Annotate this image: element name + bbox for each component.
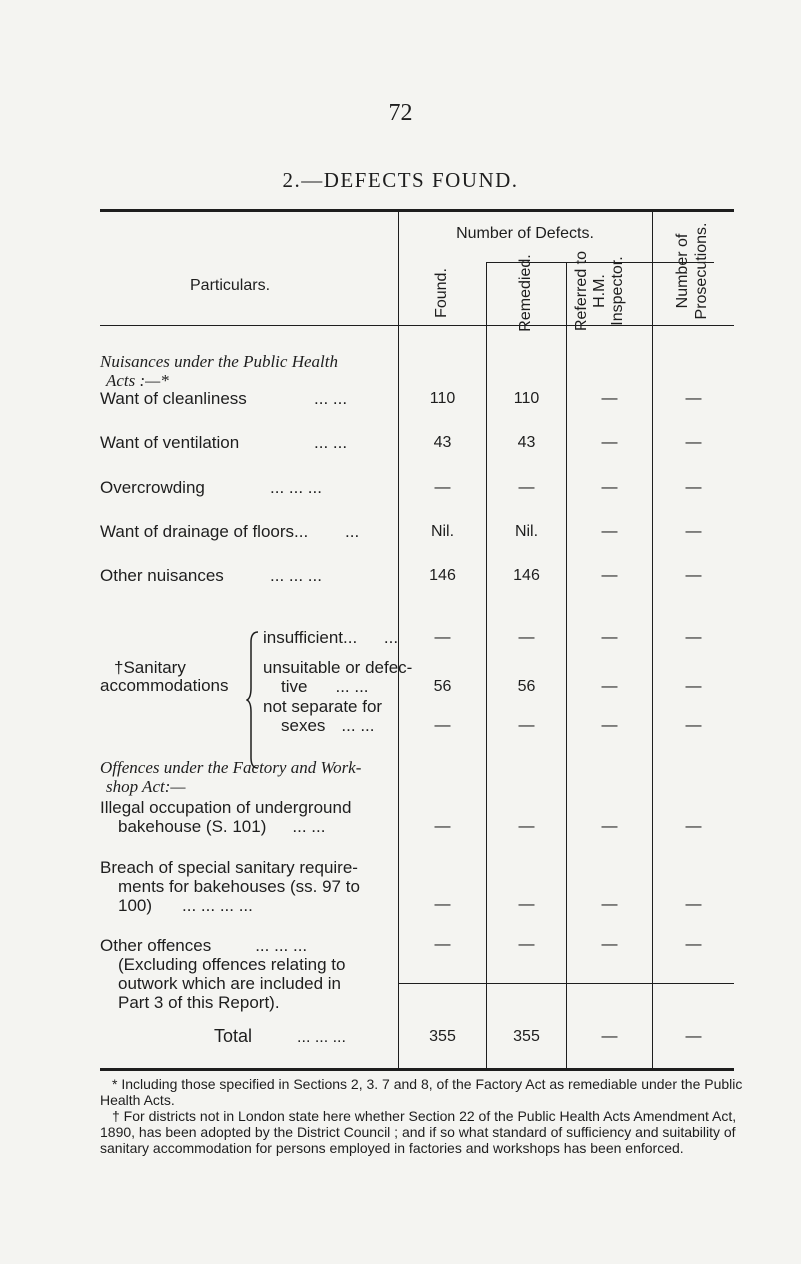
leader-dots: ... ... ... (255, 936, 308, 955)
leader-dots: ... ... (314, 389, 348, 408)
offence-breach-line-2: ments for bakehouses (ss. 97 to (118, 877, 360, 896)
cell-referred: — (601, 896, 618, 913)
cell-prosecutions: — (685, 678, 702, 695)
offence-other-line-3: outwork which are included in (118, 974, 342, 993)
cell-referred: — (601, 629, 618, 646)
row-prosecutions-cell: — (685, 390, 702, 407)
header-referred-line-3: Inspector. (609, 256, 626, 326)
row-found-cell: Nil. (430, 523, 455, 540)
sanitary-unsuitable-line-1: unsuitable or defec- (263, 658, 413, 677)
header-found: Found. (433, 268, 450, 318)
row-prosecutions-cell: — (685, 479, 702, 496)
sanitary-label-1: †Sanitary (114, 658, 186, 677)
cell-found: — (434, 818, 451, 835)
leader-dots: ... ... ... (270, 478, 322, 497)
cell-found: — (434, 896, 451, 913)
row-remedied-cell: — (518, 479, 535, 496)
header-referred-line-2: H.M. (591, 274, 608, 308)
header-remedied: Remedied. (517, 254, 534, 332)
row-remedied-cell: Nil. (514, 523, 539, 540)
cell-found: — (434, 717, 451, 734)
row-remedied-cell: 43 (517, 434, 536, 451)
row-prosecutions-cell: — (685, 567, 702, 584)
cell-remedied: — (518, 818, 535, 835)
cell-found: — (434, 629, 451, 646)
row-referred-cell: — (601, 390, 618, 407)
row-label-text: Want of drainage of floors... (100, 522, 309, 541)
cell-found: 56 (433, 678, 452, 695)
offence-breach-line-3: 100) (118, 896, 153, 915)
row-referred-cell: — (601, 523, 618, 540)
sanitary-unsuitable-line-2: tive (281, 677, 308, 696)
cell-found: — (434, 936, 451, 953)
header-prosecutions-line-2: Prosecutions. (693, 222, 710, 320)
leader-dots: ... ... (341, 716, 375, 735)
footnote-dagger: † For districts not in London state here whether Section 22 of the Public Health Acts Amendment Act, 1890, has been adopted by the District Council ; and if so what standard of sufficiency and suitability of sanitary accommodation for persons employed in factories and workshops has been enforced. (100, 1108, 737, 1156)
leader-dots: ... ... (314, 433, 348, 452)
cell-referred: — (601, 818, 618, 835)
offence-other (100, 936, 345, 1012)
sanitary-insufficient (263, 628, 398, 648)
row-referred-cell: — (601, 567, 618, 584)
total-prosecutions: — (685, 1028, 702, 1045)
row-label-text: Other nuisances (100, 566, 224, 585)
footnote-star: * Including those specified in Sections 2, 3. 7 and 8, of the Factory Act as remediable under the Public Health Acts. (100, 1076, 743, 1108)
row-label-text: Want of ventilation (100, 433, 240, 452)
header-prosecutions (673, 213, 715, 329)
cell-prosecutions: — (685, 818, 702, 835)
offence-illegal-line-2: bakehouse (S. 101) (118, 817, 267, 836)
leader-dots: ... ... (335, 677, 369, 696)
offence-breach (100, 858, 360, 915)
row-prosecutions-cell: — (685, 434, 702, 451)
row-found-cell: 43 (433, 434, 452, 451)
cell-remedied: — (518, 629, 535, 646)
leader-dots: ... (383, 628, 399, 647)
table-bottom-rule (100, 1068, 734, 1071)
total-referred: — (601, 1028, 618, 1045)
group-title-line-1: Offences under the Factory and Work- (100, 758, 362, 777)
row-found-cell: 110 (429, 390, 456, 407)
header-particulars: Particulars. (190, 277, 271, 294)
row-remedied-cell: 146 (513, 567, 540, 584)
row-referred-cell: — (601, 434, 618, 451)
section-title: 2.—DEFECTS FOUND. (282, 168, 519, 192)
group-title-public-health (100, 352, 338, 390)
row-found-cell: — (434, 479, 451, 496)
leader-dots: ... ... ... (297, 1029, 346, 1046)
group-title-line-2: Acts :—* (106, 371, 169, 390)
sanitary-insufficient-label: insufficient... (263, 628, 358, 647)
header-referred (573, 227, 645, 355)
row-label-text: Overcrowding (100, 478, 205, 497)
leader-dots: ... ... ... ... (182, 896, 253, 915)
group-title-line-2: shop Act:— (106, 777, 186, 796)
cell-prosecutions: — (685, 629, 702, 646)
cell-referred: — (601, 936, 618, 953)
sanitary-not-separate-line-1: not separate for (263, 697, 383, 716)
page-number: 72 (388, 100, 413, 126)
row-label (100, 566, 322, 586)
total-remedied: 355 (513, 1028, 540, 1045)
offence-other-line-4: Part 3 of this Report). (118, 993, 280, 1012)
cell-remedied: — (518, 717, 535, 734)
leader-dots: ... (345, 522, 360, 541)
offence-breach-line-1: Breach of special sanitary require- (100, 858, 358, 877)
sanitary-unsuitable (263, 658, 412, 696)
sanitary-not-separate (263, 697, 382, 735)
row-remedied-cell: 110 (513, 390, 540, 407)
cell-remedied: — (518, 896, 535, 913)
row-found-cell: 146 (429, 567, 456, 584)
offence-illegal-line-1: Illegal occupation of underground (100, 798, 352, 817)
offence-other-line-2: (Excluding offences relating to (118, 955, 346, 974)
offence-other-line-1: Other offences (100, 936, 212, 955)
row-label (100, 389, 348, 409)
leader-dots: ... ... ... (270, 566, 322, 585)
cell-remedied: — (518, 936, 535, 953)
row-label (100, 433, 348, 453)
header-number-of-defects: Number of Defects. (456, 225, 594, 242)
row-label (100, 522, 360, 542)
group-title-factory-act (100, 758, 361, 796)
row-label-text: Want of cleanliness (100, 389, 247, 408)
total-label (214, 1026, 346, 1047)
cell-referred: — (601, 678, 618, 695)
total-label-text: Total (214, 1026, 253, 1046)
leader-dots: ... ... (292, 817, 326, 836)
offence-illegal-occupation (100, 798, 351, 836)
row-prosecutions-cell: — (685, 523, 702, 540)
cell-prosecutions: — (685, 717, 702, 734)
sanitary-label-2: accommodations (100, 676, 229, 695)
header-referred-line-1: Referred to (573, 250, 590, 332)
cell-prosecutions: — (685, 936, 702, 953)
sanitary-brace (246, 630, 260, 770)
table-top-rule (100, 209, 734, 212)
cell-referred: — (601, 717, 618, 734)
header-prosecutions-line-1: Number of (674, 233, 691, 309)
row-label (100, 478, 322, 498)
sanitary-not-separate-line-2: sexes (281, 716, 326, 735)
total-found: 355 (429, 1028, 456, 1045)
cell-prosecutions: — (685, 896, 702, 913)
cell-remedied: 56 (517, 678, 536, 695)
row-referred-cell: — (601, 479, 618, 496)
group-title-line-1: Nuisances under the Public Health (100, 352, 338, 371)
